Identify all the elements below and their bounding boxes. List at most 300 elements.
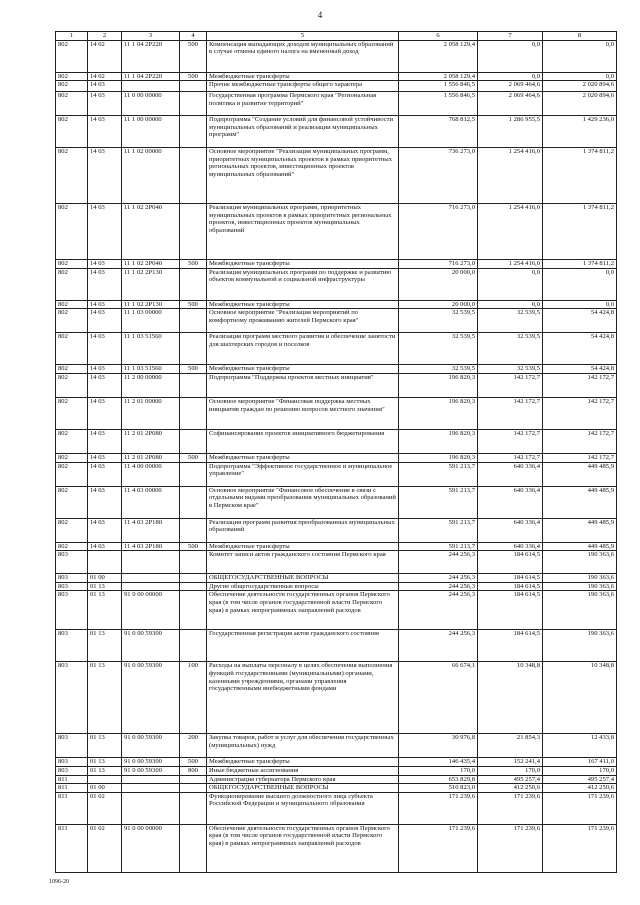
amount-year-1-cell: 66 674,1 <box>399 662 478 734</box>
table-row <box>56 92 617 116</box>
amount-year-2-cell: 0,0 <box>478 72 543 81</box>
target-article-cell: 11 2 01 2P080 <box>122 453 180 462</box>
table-row <box>56 784 617 793</box>
amount-year-1-cell: 32 539,5 <box>399 333 478 365</box>
item-name-cell: ОБЩЕГОСУДАРСТВЕННЫЕ ВОПРОСЫ <box>207 574 399 583</box>
expense-type-cell: 500 <box>180 300 207 309</box>
amount-year-2-cell: 171 239,6 <box>478 824 543 872</box>
admin-code-cell: 803 <box>56 734 88 758</box>
admin-code-cell: 811 <box>56 784 88 793</box>
admin-code-cell: 802 <box>56 429 88 453</box>
header-cell: 7 <box>478 32 543 41</box>
table-row <box>56 462 617 486</box>
table-row <box>56 429 617 453</box>
section-code-cell: 14 03 <box>88 365 122 374</box>
expense-type-cell: 500 <box>180 542 207 551</box>
admin-code-cell: 811 <box>56 792 88 824</box>
amount-year-2-cell: 184 614,5 <box>478 591 543 630</box>
table-row <box>56 591 617 630</box>
amount-year-1-cell: 196 820,3 <box>399 373 478 397</box>
expense-type-cell <box>180 792 207 824</box>
admin-code-cell: 802 <box>56 365 88 374</box>
amount-year-1-cell: 32 539,5 <box>399 309 478 333</box>
table-row <box>56 300 617 309</box>
table-row <box>56 365 617 374</box>
amount-year-1-cell: 196 820,3 <box>399 429 478 453</box>
expense-type-cell: 500 <box>180 758 207 767</box>
amount-year-3-cell: 449 485,9 <box>543 462 617 486</box>
table-row <box>56 792 617 824</box>
admin-code-cell: 803 <box>56 574 88 583</box>
section-code-cell: 14 03 <box>88 300 122 309</box>
admin-code-cell: 802 <box>56 486 88 518</box>
amount-year-3-cell: 0,0 <box>543 72 617 81</box>
amount-year-1-cell: 2 058 129,4 <box>399 72 478 81</box>
admin-code-cell: 802 <box>56 148 88 204</box>
admin-code-cell: 802 <box>56 260 88 269</box>
section-code-cell: 14 03 <box>88 148 122 204</box>
header-cell: 6 <box>399 32 478 41</box>
table-row <box>56 373 617 397</box>
header-row <box>56 32 617 41</box>
amount-year-1-cell: 510 823,0 <box>399 784 478 793</box>
amount-year-3-cell: 449 485,9 <box>543 486 617 518</box>
section-code-cell: 14 03 <box>88 462 122 486</box>
amount-year-3-cell: 190 363,6 <box>543 591 617 630</box>
admin-code-cell: 803 <box>56 766 88 775</box>
section-code-cell: 01 13 <box>88 582 122 591</box>
header-cell: 1 <box>56 32 88 41</box>
table-row <box>56 824 617 872</box>
target-article-cell: 11 4 00 00000 <box>122 462 180 486</box>
expense-type-cell: 500 <box>180 40 207 72</box>
table-row <box>56 518 617 542</box>
amount-year-3-cell: 2 020 894,6 <box>543 92 617 116</box>
expense-type-cell <box>180 582 207 591</box>
amount-year-2-cell: 2 069 464,6 <box>478 81 543 92</box>
amount-year-1-cell: 244 256,3 <box>399 551 478 574</box>
table-row <box>56 766 617 775</box>
item-name-cell: Закупка товаров, работ и услуг для обеспечения государственных (муниципальных) нужд <box>207 734 399 758</box>
amount-year-3-cell: 0,0 <box>543 268 617 300</box>
expense-type-cell: 100 <box>180 662 207 734</box>
admin-code-cell: 802 <box>56 92 88 116</box>
item-name-cell: Реализация муниципальных программ, приоритетных муниципальных проектов в рамках приоритетных региональных проектов, инвестиционных проектов муниципальных образований <box>207 204 399 260</box>
amount-year-1-cell: 1 556 846,5 <box>399 81 478 92</box>
item-name-cell: Межбюджетные трансферты <box>207 260 399 269</box>
item-name-cell: Основное мероприятие "Финансовое обеспечение в связи с отдельными видами преобразования муниципальных образований в Пермском крае" <box>207 486 399 518</box>
amount-year-2-cell: 184 614,5 <box>478 630 543 662</box>
admin-code-cell: 802 <box>56 268 88 300</box>
admin-code-cell: 802 <box>56 309 88 333</box>
admin-code-cell: 811 <box>56 775 88 784</box>
amount-year-1-cell: 244 256,3 <box>399 591 478 630</box>
target-article-cell: 11 1 03 51560 <box>122 365 180 374</box>
expense-type-cell <box>180 81 207 92</box>
admin-code-cell: 803 <box>56 758 88 767</box>
table-row <box>56 542 617 551</box>
expense-type-cell: 800 <box>180 766 207 775</box>
budget-table-container <box>55 31 616 873</box>
expense-type-cell <box>180 591 207 630</box>
admin-code-cell: 802 <box>56 40 88 72</box>
item-name-cell: Государственная программа Пермского края "Региональная политика и развитие территорий" <box>207 92 399 116</box>
admin-code-cell: 802 <box>56 542 88 551</box>
section-code-cell: 14 03 <box>88 309 122 333</box>
section-code-cell: 01 13 <box>88 662 122 734</box>
expense-type-cell <box>180 92 207 116</box>
amount-year-2-cell: 1 254 416,0 <box>478 148 543 204</box>
amount-year-1-cell: 146 435,4 <box>399 758 478 767</box>
section-code-cell <box>88 551 122 574</box>
target-article-cell <box>122 784 180 793</box>
amount-year-2-cell: 1 254 416,0 <box>478 260 543 269</box>
item-name-cell: Прочие межбюджетные трансферты общего характера <box>207 81 399 92</box>
expense-type-cell: 200 <box>180 734 207 758</box>
target-article-cell <box>122 551 180 574</box>
amount-year-1-cell: 716 273,0 <box>399 204 478 260</box>
expense-type-cell <box>180 775 207 784</box>
table-row <box>56 758 617 767</box>
table-row <box>56 574 617 583</box>
amount-year-1-cell: 736 273,0 <box>399 148 478 204</box>
admin-code-cell: 803 <box>56 591 88 630</box>
amount-year-1-cell: 30 976,8 <box>399 734 478 758</box>
admin-code-cell: 803 <box>56 551 88 574</box>
section-code-cell: 14 03 <box>88 268 122 300</box>
header-cell: 2 <box>88 32 122 41</box>
table-row <box>56 40 617 72</box>
item-name-cell: Иные бюджетные ассигнования <box>207 766 399 775</box>
section-code-cell: 01 00 <box>88 574 122 583</box>
item-name-cell: Основное мероприятие "Реализация мероприятий по комфортному проживанию жителей Пермского края" <box>207 309 399 333</box>
amount-year-3-cell: 1 374 811,2 <box>543 260 617 269</box>
amount-year-1-cell: 244 256,3 <box>399 582 478 591</box>
amount-year-2-cell: 184 614,5 <box>478 551 543 574</box>
admin-code-cell: 802 <box>56 333 88 365</box>
table-row <box>56 81 617 92</box>
expense-type-cell <box>180 373 207 397</box>
amount-year-2-cell: 142 172,7 <box>478 373 543 397</box>
table-row <box>56 551 617 574</box>
expense-type-cell <box>180 574 207 583</box>
amount-year-2-cell: 2 069 464,6 <box>478 92 543 116</box>
amount-year-3-cell: 412 250,6 <box>543 784 617 793</box>
amount-year-3-cell: 0,0 <box>543 300 617 309</box>
amount-year-3-cell: 2 020 894,6 <box>543 81 617 92</box>
item-name-cell: Подпрограмма "Создание условий для финансовой устойчивости муниципальных образований и реализации муниципальных программ" <box>207 116 399 148</box>
target-article-cell <box>122 792 180 824</box>
expense-type-cell <box>180 630 207 662</box>
item-name-cell: Софинансирование проектов инициативного бюджетирования <box>207 429 399 453</box>
table-row <box>56 116 617 148</box>
target-article-cell <box>122 582 180 591</box>
target-article-cell <box>122 81 180 92</box>
target-article-cell: 11 1 00 00000 <box>122 116 180 148</box>
page-number: 4 <box>317 10 323 20</box>
table-row <box>56 486 617 518</box>
amount-year-1-cell: 20 000,0 <box>399 300 478 309</box>
amount-year-3-cell: 142 172,7 <box>543 429 617 453</box>
section-code-cell: 01 02 <box>88 824 122 872</box>
target-article-cell: 91 0 00 59300 <box>122 662 180 734</box>
amount-year-3-cell: 54 424,8 <box>543 333 617 365</box>
target-article-cell: 11 0 00 00000 <box>122 92 180 116</box>
amount-year-3-cell: 171 239,6 <box>543 824 617 872</box>
target-article-cell: 11 2 01 00000 <box>122 397 180 429</box>
target-article-cell: 91 0 00 00000 <box>122 824 180 872</box>
amount-year-1-cell: 244 256,3 <box>399 574 478 583</box>
amount-year-2-cell: 184 614,5 <box>478 582 543 591</box>
target-article-cell: 11 2 01 2P080 <box>122 429 180 453</box>
table-row <box>56 333 617 365</box>
admin-code-cell: 802 <box>56 116 88 148</box>
item-name-cell: Администрация губернатора Пермского края <box>207 775 399 784</box>
amount-year-2-cell: 184 614,5 <box>478 574 543 583</box>
amount-year-3-cell: 171 239,6 <box>543 792 617 824</box>
table-row <box>56 582 617 591</box>
section-code-cell: 14 02 <box>88 72 122 81</box>
amount-year-2-cell: 1 286 955,5 <box>478 116 543 148</box>
amount-year-2-cell: 0,0 <box>478 300 543 309</box>
item-name-cell: Государственная регистрация актов гражданского состояния <box>207 630 399 662</box>
item-name-cell: Подпрограмма "Поддержка проектов местных инициатив" <box>207 373 399 397</box>
amount-year-1-cell: 2 058 129,4 <box>399 40 478 72</box>
amount-year-3-cell: 12 433,8 <box>543 734 617 758</box>
expense-type-cell <box>180 784 207 793</box>
target-article-cell: 91 0 00 59300 <box>122 734 180 758</box>
amount-year-2-cell: 32 539,5 <box>478 309 543 333</box>
expense-type-cell <box>180 824 207 872</box>
amount-year-1-cell: 591 213,7 <box>399 542 478 551</box>
admin-code-cell: 803 <box>56 630 88 662</box>
expense-type-cell: 500 <box>180 453 207 462</box>
section-code-cell: 14 03 <box>88 542 122 551</box>
item-name-cell: Межбюджетные трансферты <box>207 542 399 551</box>
expense-type-cell <box>180 518 207 542</box>
amount-year-3-cell: 170,0 <box>543 766 617 775</box>
admin-code-cell: 802 <box>56 373 88 397</box>
amount-year-2-cell: 495 257,4 <box>478 775 543 784</box>
amount-year-2-cell: 10 348,8 <box>478 662 543 734</box>
section-code-cell: 14 03 <box>88 429 122 453</box>
admin-code-cell: 802 <box>56 397 88 429</box>
table-row <box>56 734 617 758</box>
admin-code-cell: 802 <box>56 453 88 462</box>
table-row <box>56 662 617 734</box>
amount-year-2-cell: 640 336,4 <box>478 462 543 486</box>
target-article-cell: 11 2 00 00000 <box>122 373 180 397</box>
amount-year-1-cell: 244 256,3 <box>399 630 478 662</box>
amount-year-3-cell: 54 424,8 <box>543 365 617 374</box>
amount-year-2-cell: 171 239,6 <box>478 792 543 824</box>
amount-year-3-cell: 190 363,6 <box>543 630 617 662</box>
amount-year-2-cell: 32 539,5 <box>478 365 543 374</box>
section-code-cell: 14 02 <box>88 40 122 72</box>
expense-type-cell <box>180 462 207 486</box>
amount-year-3-cell: 1 374 811,2 <box>543 148 617 204</box>
amount-year-2-cell: 640 336,4 <box>478 486 543 518</box>
table-row <box>56 268 617 300</box>
amount-year-3-cell: 142 172,7 <box>543 373 617 397</box>
amount-year-1-cell: 171 239,6 <box>399 824 478 872</box>
amount-year-2-cell: 640 336,4 <box>478 518 543 542</box>
item-name-cell: Реализация программ местного развития и обеспечение занятости для шахтерских городов и поселков <box>207 333 399 365</box>
section-code-cell: 01 13 <box>88 591 122 630</box>
amount-year-3-cell: 167 411,0 <box>543 758 617 767</box>
admin-code-cell: 802 <box>56 204 88 260</box>
item-name-cell: Межбюджетные трансферты <box>207 72 399 81</box>
amount-year-3-cell: 1 429 236,0 <box>543 116 617 148</box>
item-name-cell: ОБЩЕГОСУДАРСТВЕННЫЕ ВОПРОСЫ <box>207 784 399 793</box>
amount-year-1-cell: 591 213,7 <box>399 462 478 486</box>
admin-code-cell: 802 <box>56 81 88 92</box>
amount-year-3-cell: 495 257,4 <box>543 775 617 784</box>
amount-year-1-cell: 196 820,3 <box>399 453 478 462</box>
section-code-cell: 14 03 <box>88 453 122 462</box>
amount-year-3-cell: 190 363,6 <box>543 574 617 583</box>
amount-year-1-cell: 591 213,7 <box>399 486 478 518</box>
table-row <box>56 630 617 662</box>
expense-type-cell: 500 <box>180 365 207 374</box>
amount-year-2-cell: 142 172,7 <box>478 429 543 453</box>
amount-year-2-cell: 0,0 <box>478 40 543 72</box>
item-name-cell: Другие общегосударственные вопросы <box>207 582 399 591</box>
expense-type-cell <box>180 116 207 148</box>
admin-code-cell: 802 <box>56 72 88 81</box>
item-name-cell: Межбюджетные трансферты <box>207 758 399 767</box>
amount-year-3-cell: 449 485,9 <box>543 518 617 542</box>
table-row <box>56 72 617 81</box>
item-name-cell: Основное мероприятие "Финансовая поддержка местных инициатив граждан по решению вопросов местного значения" <box>207 397 399 429</box>
header-cell: 3 <box>122 32 180 41</box>
item-name-cell: Комитет записи актов гражданского состояния Пермского края <box>207 551 399 574</box>
expense-type-cell <box>180 309 207 333</box>
amount-year-3-cell: 0,0 <box>543 40 617 72</box>
expense-type-cell <box>180 204 207 260</box>
section-code-cell: 14 03 <box>88 518 122 542</box>
target-article-cell <box>122 775 180 784</box>
section-code-cell: 01 13 <box>88 758 122 767</box>
amount-year-1-cell: 196 820,3 <box>399 397 478 429</box>
section-code-cell: 01 13 <box>88 734 122 758</box>
amount-year-1-cell: 32 539,5 <box>399 365 478 374</box>
amount-year-3-cell: 54 424,8 <box>543 309 617 333</box>
target-article-cell: 11 4 03 00000 <box>122 486 180 518</box>
section-code-cell: 14 03 <box>88 333 122 365</box>
target-article-cell: 11 1 02 2P040 <box>122 260 180 269</box>
amount-year-1-cell: 591 213,7 <box>399 518 478 542</box>
target-article-cell: 11 4 03 2P180 <box>122 518 180 542</box>
section-code-cell: 01 02 <box>88 792 122 824</box>
target-article-cell: 91 0 00 59300 <box>122 630 180 662</box>
section-code-cell: 14 03 <box>88 81 122 92</box>
target-article-cell: 11 1 03 00000 <box>122 309 180 333</box>
admin-code-cell: 803 <box>56 662 88 734</box>
admin-code-cell: 811 <box>56 824 88 872</box>
expense-type-cell: 500 <box>180 72 207 81</box>
admin-code-cell: 802 <box>56 518 88 542</box>
amount-year-3-cell: 449 485,9 <box>543 542 617 551</box>
section-code-cell: 01 00 <box>88 784 122 793</box>
header-cell: 5 <box>207 32 399 41</box>
amount-year-1-cell: 20 000,0 <box>399 268 478 300</box>
item-name-cell: Основное мероприятие "Реализация муниципальных программ, приоритетных муниципальных проектов в рамках приоритетных региональных проектов, инвестиционных проектов муниципальных образований" <box>207 148 399 204</box>
target-article-cell: 11 1 02 2P130 <box>122 268 180 300</box>
amount-year-1-cell: 653 829,8 <box>399 775 478 784</box>
amount-year-2-cell: 142 172,7 <box>478 397 543 429</box>
amount-year-2-cell: 152 241,4 <box>478 758 543 767</box>
footer-code: 1096-20 <box>49 879 69 885</box>
section-code-cell: 14 03 <box>88 92 122 116</box>
amount-year-3-cell: 142 172,7 <box>543 453 617 462</box>
table-row <box>56 260 617 269</box>
amount-year-1-cell: 716 273,0 <box>399 260 478 269</box>
item-name-cell: Подпрограмма "Эффективное государственное и муниципальное управление" <box>207 462 399 486</box>
table-row <box>56 453 617 462</box>
expense-type-cell <box>180 486 207 518</box>
item-name-cell: Межбюджетные трансферты <box>207 300 399 309</box>
admin-code-cell: 802 <box>56 462 88 486</box>
table-row <box>56 397 617 429</box>
amount-year-2-cell: 412 250,6 <box>478 784 543 793</box>
expense-type-cell <box>180 268 207 300</box>
target-article-cell: 91 0 00 59300 <box>122 758 180 767</box>
target-article-cell: 11 1 02 2P040 <box>122 204 180 260</box>
section-code-cell: 01 13 <box>88 630 122 662</box>
item-name-cell: Межбюджетные трансферты <box>207 365 399 374</box>
amount-year-3-cell: 190 363,6 <box>543 551 617 574</box>
target-article-cell: 11 1 02 00000 <box>122 148 180 204</box>
section-code-cell: 14 03 <box>88 116 122 148</box>
target-article-cell: 11 1 04 2P220 <box>122 72 180 81</box>
target-article-cell: 91 0 00 00000 <box>122 591 180 630</box>
item-name-cell: Расходы на выплаты персоналу в целях обеспечения выполнения функций государственными (муниципальными) органами, казенными учреждениями, органами управления государственными внебюджетными фондами <box>207 662 399 734</box>
target-article-cell: 11 1 03 51560 <box>122 333 180 365</box>
header-cell: 4 <box>180 32 207 41</box>
amount-year-2-cell: 142 172,7 <box>478 453 543 462</box>
table-row <box>56 775 617 784</box>
expense-type-cell <box>180 551 207 574</box>
table-row <box>56 148 617 204</box>
target-article-cell: 11 1 02 2P130 <box>122 300 180 309</box>
expense-type-cell <box>180 397 207 429</box>
admin-code-cell: 802 <box>56 300 88 309</box>
section-code-cell: 01 13 <box>88 766 122 775</box>
expense-type-cell <box>180 148 207 204</box>
section-code-cell: 14 03 <box>88 260 122 269</box>
amount-year-2-cell: 1 254 416,0 <box>478 204 543 260</box>
target-article-cell: 91 0 00 59300 <box>122 766 180 775</box>
target-article-cell <box>122 574 180 583</box>
amount-year-3-cell: 1 374 811,2 <box>543 204 617 260</box>
amount-year-1-cell: 1 556 846,5 <box>399 92 478 116</box>
amount-year-1-cell: 171 239,6 <box>399 792 478 824</box>
amount-year-1-cell: 170,0 <box>399 766 478 775</box>
amount-year-3-cell: 190 363,6 <box>543 582 617 591</box>
header-cell: 8 <box>543 32 617 41</box>
amount-year-3-cell: 142 172,7 <box>543 397 617 429</box>
item-name-cell: Реализация программ развития преобразованных муниципальных образований <box>207 518 399 542</box>
expense-type-cell <box>180 429 207 453</box>
expense-type-cell: 500 <box>180 260 207 269</box>
expense-type-cell <box>180 333 207 365</box>
item-name-cell: Реализация муниципальных программ по поддержке и развитию объектов коммунальной и социальной инфраструктуры <box>207 268 399 300</box>
section-code-cell: 14 03 <box>88 397 122 429</box>
budget-table <box>55 31 617 873</box>
section-code-cell <box>88 775 122 784</box>
item-name-cell: Компенсация выпадающих доходов муниципальных образований в случае отмены единого налога на вмененный доход <box>207 40 399 72</box>
